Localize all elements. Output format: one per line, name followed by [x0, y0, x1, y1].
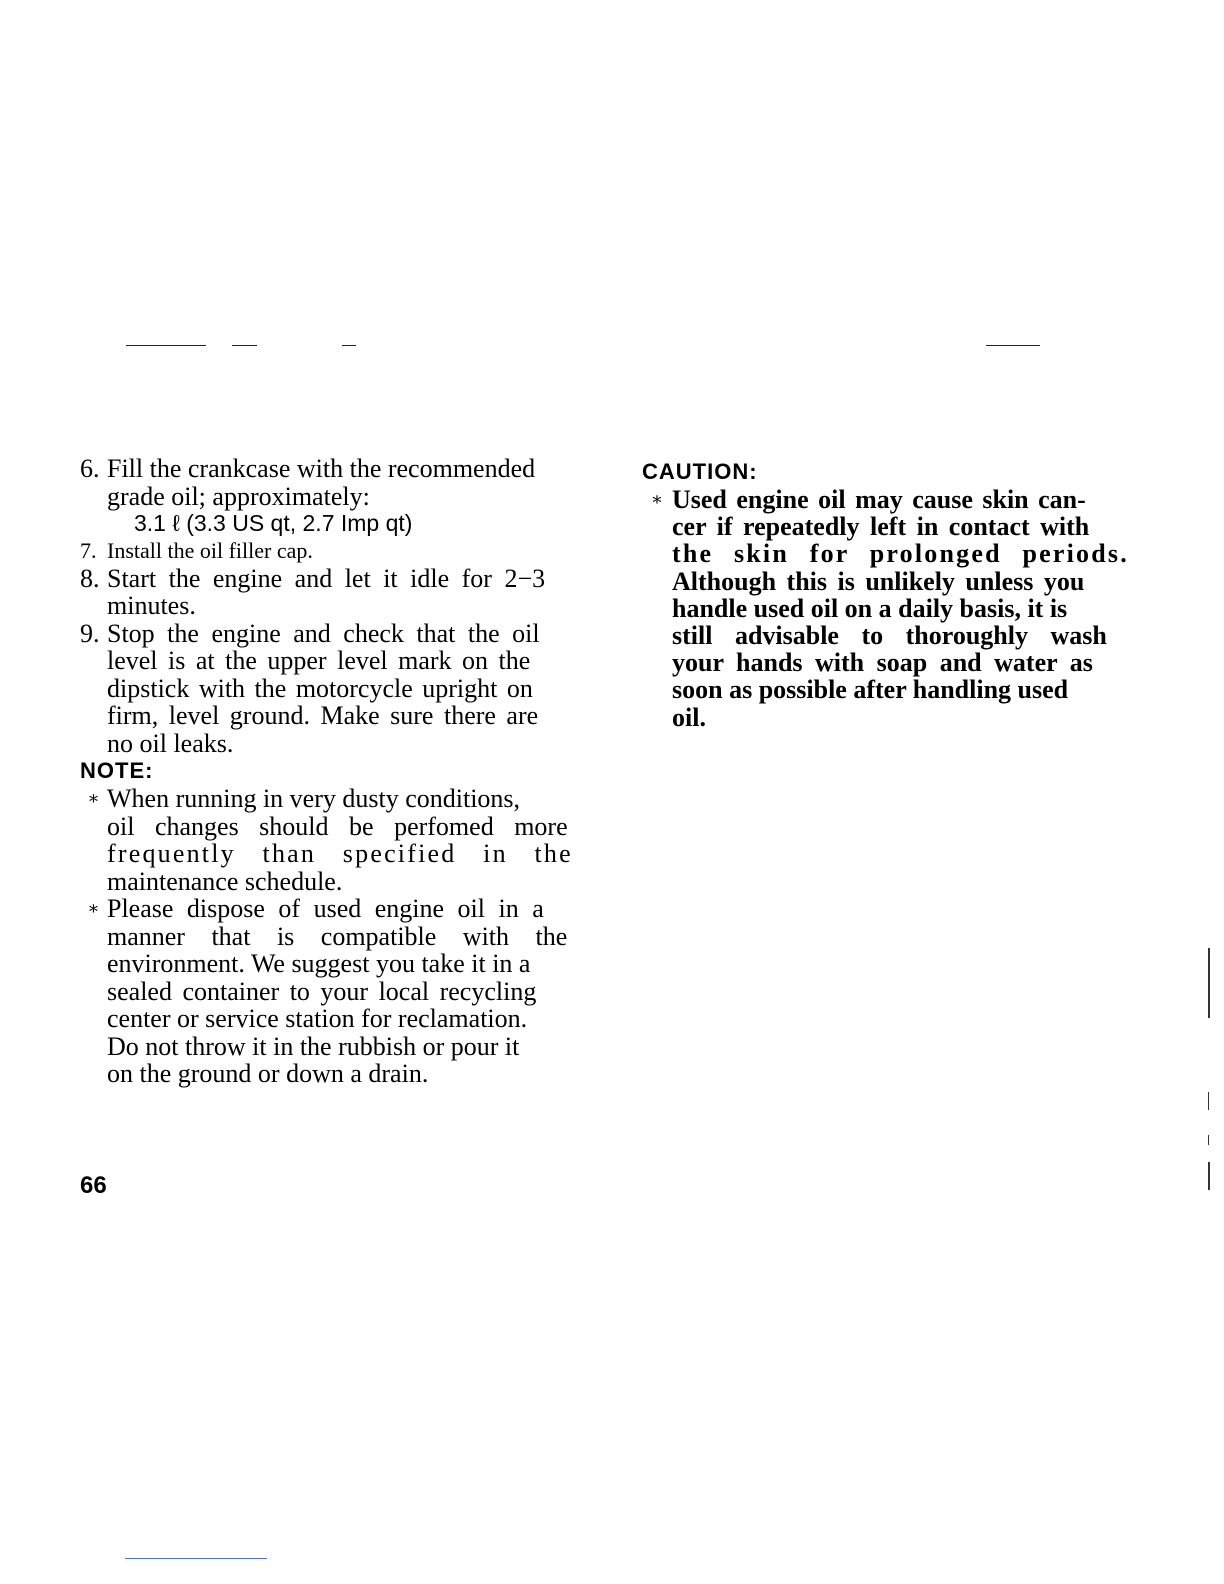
step-number: 9. — [80, 618, 100, 648]
bullet-icon: ∗ — [87, 788, 100, 808]
caution-line: oil. — [672, 702, 706, 732]
step-line: firm, level ground. Make sure there are — [107, 701, 539, 730]
scan-edge-mark — [1208, 948, 1210, 1018]
scan-edge-mark — [1208, 1135, 1209, 1145]
caution-heading: CAUTION: — [642, 459, 758, 484]
step-line: Stop the engine and check that the oil — [107, 618, 540, 648]
caution-bullet — [642, 486, 1154, 731]
scan-edge-mark — [1208, 1092, 1209, 1110]
caution-line: cer if repeatedly left in contact with — [672, 512, 1090, 542]
page-number: 66 — [80, 1172, 107, 1199]
caution-line: soon as possible after handling used — [672, 675, 1069, 705]
step-line: Start the engine and let it idle for 2−3 — [107, 563, 546, 593]
scan-artifact-line — [126, 345, 206, 346]
note-line: frequently than specified in the — [107, 839, 573, 868]
note-line: Do not throw it in the rubbish or pour it — [107, 1031, 520, 1061]
step-8 — [80, 565, 592, 620]
caution-line: your hands with soap and water as — [672, 648, 1093, 678]
note-line: on the ground or down a drain. — [107, 1059, 429, 1088]
oil-quantity: 3.1 ℓ (3.3 US qt, 2.7 Imp qt) — [134, 510, 413, 536]
step-line: grade oil; approximately: — [107, 481, 370, 511]
right-column — [642, 458, 1154, 731]
note-line: manner that is compatible with the — [107, 921, 568, 951]
step-number: 6. — [80, 454, 100, 483]
step-7 — [80, 537, 592, 565]
step-9 — [80, 620, 592, 758]
step-line: minutes. — [107, 591, 196, 620]
note-line: center or service station for reclamation. — [107, 1004, 528, 1033]
note-line: maintenance schedule. — [107, 866, 343, 896]
scan-artifact-line — [232, 345, 257, 346]
note-line: environment. We suggest you take it in a — [107, 949, 531, 978]
scan-edge-mark — [1208, 1162, 1210, 1190]
caution-line: still advisable to thoroughly wash — [672, 621, 1107, 651]
scan-artifact-line — [342, 345, 356, 346]
step-line: level is at the upper level mark on the — [107, 646, 531, 675]
note-line: oil changes should be perfomed more — [107, 811, 568, 841]
caution-line: the skin for prolonged periods. — [672, 539, 1129, 569]
caution-line: handle used oil on a daily basis, it is — [672, 593, 1068, 623]
bullet-icon: ∗ — [650, 489, 664, 509]
step-line: no oil leaks. — [107, 728, 234, 758]
note-bullet — [80, 895, 592, 1088]
scan-artifact-line — [986, 345, 1040, 346]
step-line: Install the oil filler cap. — [107, 538, 313, 563]
bottom-rule — [125, 1558, 267, 1559]
step-number: 7. — [80, 538, 97, 563]
note-bullet — [80, 785, 592, 895]
caution-line: Used engine oil may cause skin can- — [672, 485, 1086, 514]
step-6 — [80, 455, 592, 510]
caution-line: Although this is unlikely unless you — [672, 566, 1085, 596]
step-line: Fill the crankcase with the recommended — [107, 454, 536, 483]
note-line: Please dispose of used engine oil in a — [107, 894, 544, 923]
left-column — [80, 455, 592, 1088]
step-number: 8. — [80, 563, 100, 593]
note-line: When running in very dusty conditions, — [107, 784, 521, 813]
step-line: dipstick with the motorcycle upright on — [107, 673, 533, 703]
note-line: sealed container to your local recycling — [107, 976, 537, 1006]
bullet-icon: ∗ — [87, 898, 100, 918]
note-heading: NOTE: — [80, 758, 154, 783]
